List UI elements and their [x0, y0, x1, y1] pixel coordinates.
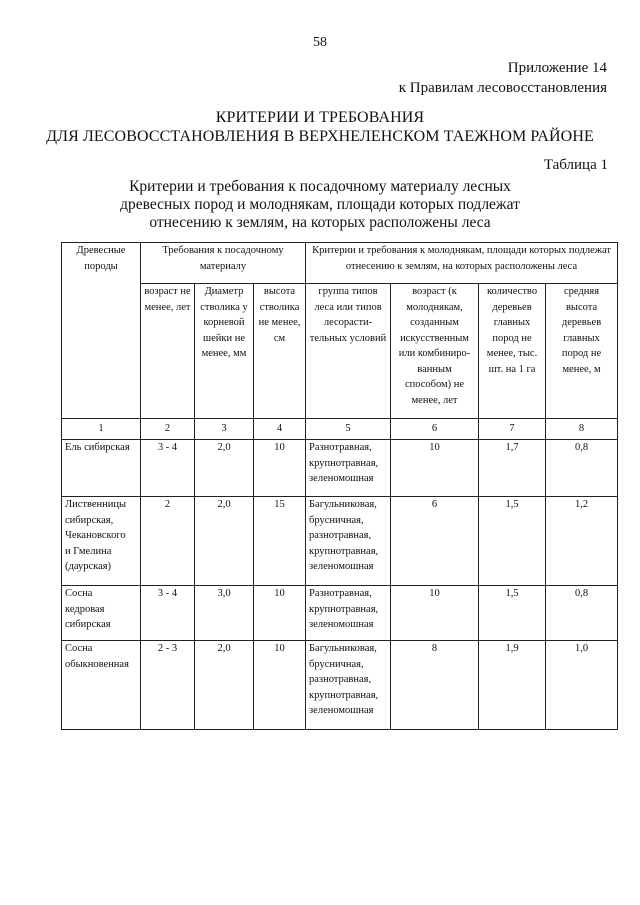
forest-type-line: зеленомошная [309, 473, 374, 484]
table-row [62, 641, 618, 730]
species-line: Чекановского [65, 530, 126, 541]
tree-count-cell: 1,9 [479, 641, 546, 730]
tree-count-cell: 1,5 [479, 497, 546, 586]
caption-line-1: Критерии и требования к посадочному материалу лесных [129, 178, 511, 195]
caption-line-2: древесных пород и молоднякам, площади которых подлежат [120, 196, 520, 213]
avg-height-cell: 0,8 [546, 440, 618, 497]
header-row-columns [62, 284, 618, 419]
species-line: и Гмелина [65, 545, 112, 557]
forest-type-line: зеленомошная [309, 619, 374, 630]
forest-type-line: разнотравная, [309, 530, 372, 541]
column-number: 4 [254, 419, 306, 440]
forest-types-cell [306, 440, 391, 497]
column-number: 6 [391, 419, 479, 440]
species-line: Лиственницы [65, 499, 127, 510]
table-row [62, 586, 618, 641]
height-cell: 15 [254, 497, 306, 586]
column-number: 1 [62, 419, 141, 440]
column-number: 2 [141, 419, 195, 440]
diameter-cell: 2,0 [195, 440, 254, 497]
column-number-row [62, 419, 618, 440]
header-col-young-age: возраст (к молоднякам, созданным искусственным или комбиниро-ванным способом) не менее, лет [391, 284, 479, 419]
header-col-age: возраст не менее, лет [141, 284, 195, 419]
species-cell [62, 641, 141, 730]
age-cell: 2 - 3 [141, 641, 195, 730]
forest-type-line: крупнотравная, [309, 689, 379, 701]
avg-height-cell: 0,8 [546, 586, 618, 641]
forest-type-line: крупнотравная, [309, 603, 379, 615]
appendix-line-2: к Правилам лесовосстановления [398, 80, 607, 96]
title-line-1: КРИТЕРИИ И ТРЕБОВАНИЯ [215, 109, 425, 126]
caption-line-3: отнесению к землям, на которых расположены леса [149, 214, 491, 231]
height-cell: 10 [254, 586, 306, 641]
species-line: (даурская) [65, 561, 112, 572]
species-line: обыкновенная [65, 658, 129, 670]
column-number: 3 [195, 419, 254, 440]
young-age-cell: 8 [391, 641, 479, 730]
forest-type-line: разнотравная, [309, 674, 372, 685]
appendix-reference [399, 58, 607, 98]
appendix-line-1: Приложение 14 [507, 60, 607, 76]
tree-count-cell: 1,5 [479, 586, 546, 641]
header-col-avg-height: средняя высота деревьев главных пород не менее, м [546, 284, 618, 419]
table-row [62, 440, 618, 497]
species-line: кедровая [65, 603, 105, 615]
height-cell: 10 [254, 641, 306, 730]
diameter-cell: 3,0 [195, 586, 254, 641]
document-title [0, 108, 640, 146]
species-line: Ель сибирская [65, 442, 130, 453]
forest-types-cell [306, 641, 391, 730]
forest-type-line: Багульниковая, [309, 499, 377, 510]
diameter-cell: 2,0 [195, 497, 254, 586]
age-cell: 3 - 4 [141, 586, 195, 641]
forest-type-line: брусничная, [309, 514, 364, 526]
species-line: Сосна [65, 643, 93, 654]
age-cell: 3 - 4 [141, 440, 195, 497]
species-cell [62, 586, 141, 641]
forest-type-line: крупнотравная, [309, 545, 379, 557]
header-col-height: высота стволика не менее, см [254, 284, 306, 419]
forest-types-cell [306, 497, 391, 586]
species-cell [62, 440, 141, 497]
header-col-tree-count: количество деревьев главных пород не менее, тыс. шт. на 1 га [479, 284, 546, 419]
species-cell [62, 497, 141, 586]
column-number: 7 [479, 419, 546, 440]
tree-count-cell: 1,7 [479, 440, 546, 497]
diameter-cell: 2,0 [195, 641, 254, 730]
age-cell: 2 [141, 497, 195, 586]
young-age-cell: 10 [391, 586, 479, 641]
forest-type-line: зеленомошная [309, 705, 374, 716]
page-number: 58 [313, 35, 327, 50]
forest-type-line: Багульниковая, [309, 643, 377, 654]
avg-height-cell: 1,2 [546, 497, 618, 586]
species-line: сибирская [65, 619, 111, 630]
header-species: Древесные породы [62, 243, 141, 419]
table-label: Таблица 1 [543, 157, 608, 173]
forest-types-cell [306, 586, 391, 641]
species-line: Сосна [65, 588, 93, 599]
forest-type-line: зеленомошная [309, 561, 374, 572]
species-line: сибирская, [65, 514, 114, 526]
column-number: 5 [306, 419, 391, 440]
young-age-cell: 10 [391, 440, 479, 497]
height-cell: 10 [254, 440, 306, 497]
young-age-cell: 6 [391, 497, 479, 586]
avg-height-cell: 1,0 [546, 641, 618, 730]
header-row-group [62, 243, 618, 284]
table-caption [0, 178, 640, 232]
header-planting-material: Требования к посадочному материалу [141, 243, 306, 284]
forest-type-line: Разнотравная, [309, 588, 372, 599]
column-number: 8 [546, 419, 618, 440]
forest-type-line: брусничная, [309, 658, 364, 670]
forest-type-line: Разнотравная, [309, 442, 372, 453]
header-col-forest-types: группа типов леса или типов лесорасти-тельных условий [306, 284, 391, 419]
header-col-diameter: Диаметр стволика у корневой шейки не менее, мм [195, 284, 254, 419]
forest-type-line: крупнотравная, [309, 457, 379, 469]
header-young-growth: Критерии и требования к молоднякам, площади которых подлежат отнесению к землям, на которых расположены леса [306, 243, 618, 284]
table-row [62, 497, 618, 586]
criteria-table [61, 242, 618, 730]
title-line-2: ДЛЯ ЛЕСОВОССТАНОВЛЕНИЯ В ВЕРХНЕЛЕНСКОМ ТАЕЖНОМ РАЙОНЕ [46, 128, 594, 145]
